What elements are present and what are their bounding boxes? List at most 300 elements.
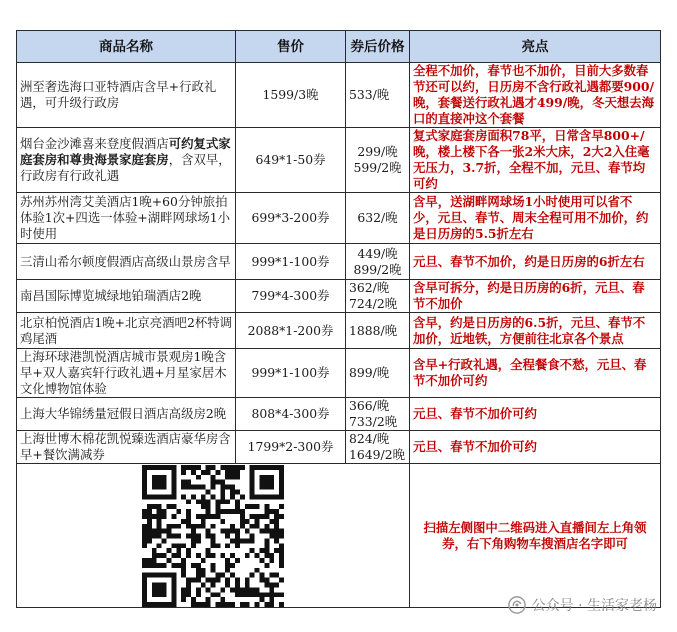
qr-module <box>245 504 250 509</box>
qr-module <box>186 479 191 484</box>
qr-module <box>147 494 152 499</box>
qr-module <box>162 587 167 592</box>
qr-module <box>206 587 211 592</box>
qr-module <box>235 558 240 563</box>
qr-module <box>230 587 235 592</box>
table-row <box>17 349 661 398</box>
qr-module <box>220 587 225 592</box>
qr-module <box>206 577 211 582</box>
after-coupon-price: 899/晚 <box>346 349 410 398</box>
qr-module <box>235 582 240 587</box>
qr-module <box>279 558 284 563</box>
qr-module <box>166 465 171 470</box>
qr-module <box>220 465 225 470</box>
qr-module <box>191 562 196 567</box>
price: 1799*2-300券 <box>236 431 346 464</box>
qr-module <box>201 504 206 509</box>
qr-module <box>152 592 157 597</box>
qr-module <box>142 587 147 592</box>
qr-module <box>260 548 265 553</box>
qr-module <box>260 572 265 577</box>
qr-module <box>250 533 255 538</box>
qr-module <box>225 582 230 587</box>
qr-module <box>196 562 201 567</box>
qr-cell <box>17 464 410 608</box>
qr-module <box>211 533 216 538</box>
qr-module <box>230 538 235 543</box>
qr-module <box>142 494 147 499</box>
qr-module <box>162 479 167 484</box>
qr-module <box>157 474 162 479</box>
qr-module <box>142 602 147 607</box>
product-name: 北京柏悦酒店1晚+北京亮酒吧2杯特调鸡尾酒 <box>17 313 236 349</box>
qr-module <box>279 465 284 470</box>
qr-module <box>240 465 245 470</box>
qr-module <box>157 484 162 489</box>
qr-module <box>225 567 230 572</box>
qr-module <box>206 469 211 474</box>
qr-module <box>274 592 279 597</box>
qr-module <box>186 518 191 523</box>
qr-module <box>191 533 196 538</box>
qr-module <box>142 528 147 533</box>
qr-module <box>196 513 201 518</box>
highlight: 复式家庭套房面积78平，日常含早800+/晚，楼上楼下各一张2米大床，2大2入住毫无压力，3.7折，全程不加，元旦、春节均可约 <box>410 128 661 193</box>
qr-module <box>181 558 186 563</box>
qr-module <box>269 494 274 499</box>
qr-module <box>230 528 235 533</box>
qr-module <box>240 494 245 499</box>
qr-module <box>171 587 176 592</box>
qr-module <box>157 587 162 592</box>
qr-module <box>152 474 157 479</box>
qr-module <box>162 494 167 499</box>
qr-module <box>269 587 274 592</box>
qr-module <box>142 465 147 470</box>
qr-module <box>191 469 196 474</box>
qr-module <box>264 465 269 470</box>
table-row <box>17 431 661 464</box>
qr-module <box>176 509 181 514</box>
qr-module <box>274 582 279 587</box>
qr-module <box>171 469 176 474</box>
highlight: 含早，送湖畔网球场1小时使用可以省不少，元旦、春节、周末全程可用不加价，约是日历房的5.5折左右 <box>410 193 661 244</box>
qr-module <box>196 572 201 577</box>
qr-module <box>181 587 186 592</box>
qr-module <box>176 523 181 528</box>
qr-module <box>147 523 152 528</box>
product-name: 苏州苏州湾艾美酒店1晚+60分钟旅拍体验1次+四选一体验+湖畔网球场1小时使用 <box>17 193 236 244</box>
qr-module <box>220 553 225 558</box>
qr-module <box>162 592 167 597</box>
qr-module <box>274 523 279 528</box>
qr-module <box>181 484 186 489</box>
qr-module <box>269 479 274 484</box>
qr-module <box>176 548 181 553</box>
qr-module <box>269 509 274 514</box>
qr-module <box>215 572 220 577</box>
qr-module <box>181 494 186 499</box>
qr-module <box>264 553 269 558</box>
price: 808*4-300券 <box>236 398 346 431</box>
qr-module <box>171 484 176 489</box>
qr-module <box>250 548 255 553</box>
qr-module <box>264 602 269 607</box>
qr-module <box>260 484 265 489</box>
watermark-text: 公众号 · 生活家老杨 <box>531 598 657 614</box>
qr-module <box>260 597 265 602</box>
qr-module <box>260 474 265 479</box>
qr-module <box>269 553 274 558</box>
qr-module <box>220 484 225 489</box>
qr-module <box>181 543 186 548</box>
after-coupon-price: 1888/晚 <box>346 313 410 349</box>
qr-module <box>152 494 157 499</box>
qr-module <box>220 602 225 607</box>
qr-module <box>142 577 147 582</box>
qr-module <box>162 582 167 587</box>
qr-module <box>157 528 162 533</box>
qr-module <box>206 499 211 504</box>
qr-module <box>206 513 211 518</box>
qr-module <box>260 479 265 484</box>
qr-module <box>279 548 284 553</box>
qr-module <box>255 513 260 518</box>
qr-module <box>279 553 284 558</box>
qr-module <box>186 587 191 592</box>
after-coupon-price: 824/晚 1649/2晚 <box>346 431 410 464</box>
qr-module <box>260 494 265 499</box>
highlight: 元旦、春节不加价可约 <box>410 398 661 431</box>
qr-module <box>152 504 157 509</box>
qr-module <box>142 582 147 587</box>
qr-module <box>201 523 206 528</box>
qr-module <box>147 533 152 538</box>
qr-module <box>147 504 152 509</box>
qr-module <box>220 479 225 484</box>
qr-module <box>235 587 240 592</box>
qr-module <box>162 572 167 577</box>
table-row <box>17 63 661 128</box>
qr-module <box>186 523 191 528</box>
qr-module <box>230 572 235 577</box>
qr-module <box>162 553 167 558</box>
qr-module <box>142 533 147 538</box>
qr-module <box>162 465 167 470</box>
qr-module <box>225 469 230 474</box>
qr-module <box>206 528 211 533</box>
qr-module <box>206 553 211 558</box>
qr-module <box>250 479 255 484</box>
qr-module <box>269 484 274 489</box>
qr-module <box>220 597 225 602</box>
qr-module <box>245 528 250 533</box>
header-row <box>17 31 661 63</box>
qr-module <box>186 577 191 582</box>
highlight: 全程不加价，春节也不加价，目前大多数春节还可以约，日历房不含行政礼遇都要900/晚，套餐送行政礼遇才499/晚，冬天想去海口的直接冲这个套餐 <box>410 63 661 128</box>
qr-module <box>240 602 245 607</box>
qr-module <box>255 592 260 597</box>
qr-module <box>186 513 191 518</box>
qr-module <box>279 474 284 479</box>
qr-module <box>142 509 147 514</box>
qr-module <box>279 602 284 607</box>
qr-module <box>260 592 265 597</box>
qr-module <box>176 533 181 538</box>
qr-module <box>264 504 269 509</box>
qr-module <box>142 597 147 602</box>
qr-module <box>255 523 260 528</box>
qr-module <box>230 523 235 528</box>
qr-module <box>245 602 250 607</box>
qr-module <box>279 479 284 484</box>
qr-module <box>152 513 157 518</box>
qr-module <box>279 484 284 489</box>
qr-module <box>269 572 274 577</box>
qr-module <box>152 558 157 563</box>
qr-module <box>211 553 216 558</box>
qr-module <box>152 528 157 533</box>
qr-module <box>245 553 250 558</box>
qr-module <box>269 602 274 607</box>
qr-module <box>186 465 191 470</box>
qr-module <box>142 489 147 494</box>
qr-module <box>279 592 284 597</box>
qr-module <box>147 528 152 533</box>
qr-module <box>191 523 196 528</box>
qr-module <box>260 513 265 518</box>
qr-module <box>157 533 162 538</box>
qr-module <box>230 484 235 489</box>
qr-module <box>171 597 176 602</box>
qr-module <box>240 518 245 523</box>
product-name-bold: 可约复式家庭套房和尊贵海景家庭套房 <box>20 136 231 167</box>
qr-module <box>269 597 274 602</box>
header-highlights: 亮点 <box>410 31 661 63</box>
highlight: 含早+行政礼遇，全程餐食不愁，元旦、春节不加价可约 <box>410 349 661 398</box>
qr-module <box>211 582 216 587</box>
qr-module <box>255 553 260 558</box>
qr-module <box>215 499 220 504</box>
qr-module <box>196 465 201 470</box>
qr-module <box>230 494 235 499</box>
qr-module <box>279 494 284 499</box>
product-name: 三清山希尔顿度假酒店高级山景房含早 <box>17 244 236 280</box>
qr-module <box>211 523 216 528</box>
qr-module <box>240 538 245 543</box>
qr-module <box>235 469 240 474</box>
qr-module <box>235 489 240 494</box>
qr-module <box>166 504 171 509</box>
qr-module <box>206 533 211 538</box>
qr-module <box>206 548 211 553</box>
qr-module <box>274 538 279 543</box>
qr-module <box>191 528 196 533</box>
qr-module <box>215 543 220 548</box>
qr-module <box>201 494 206 499</box>
qr-module <box>250 592 255 597</box>
product-name: 洲至奢选海口亚特酒店含早+行政礼遇，可升级行政房 <box>17 63 236 128</box>
qr-module <box>211 562 216 567</box>
footer-row <box>17 464 661 608</box>
qr-module <box>166 494 171 499</box>
qr-module <box>196 499 201 504</box>
qr-module <box>245 577 250 582</box>
qr-module <box>147 572 152 577</box>
qr-module <box>176 543 181 548</box>
qr-module <box>152 582 157 587</box>
qr-module <box>196 484 201 489</box>
after-coupon-price: 449/晚 899/2晚 <box>346 244 410 280</box>
qr-module <box>166 572 171 577</box>
highlight: 含早，约是日历房的6.5折，元旦、春节不加价，近地铁，方便前往北京各个景点 <box>410 313 661 349</box>
qr-code-icon[interactable] <box>142 465 284 607</box>
qr-module <box>264 562 269 567</box>
qr-module <box>250 489 255 494</box>
qr-module <box>162 528 167 533</box>
qr-module <box>171 582 176 587</box>
qr-module <box>225 509 230 514</box>
qr-module <box>206 465 211 470</box>
qr-module <box>211 577 216 582</box>
product-name: 南昌国际博览城绿地铂瑞酒店2晚 <box>17 280 236 313</box>
qr-module <box>206 597 211 602</box>
qr-module <box>196 474 201 479</box>
qr-module <box>264 592 269 597</box>
qr-module <box>157 513 162 518</box>
after-coupon-price: 366/晚 733/2晚 <box>346 398 410 431</box>
qr-module <box>142 513 147 518</box>
qr-module <box>201 518 206 523</box>
qr-module <box>230 509 235 514</box>
qr-module <box>186 548 191 553</box>
qr-module <box>157 553 162 558</box>
qr-module <box>191 577 196 582</box>
qr-module <box>142 474 147 479</box>
price: 799*4-300券 <box>236 280 346 313</box>
qr-module <box>215 577 220 582</box>
highlight: 元旦、春节不加价可约 <box>410 431 661 464</box>
qr-module <box>230 602 235 607</box>
qr-module <box>255 518 260 523</box>
qr-module <box>196 567 201 572</box>
price: 649*1-50券 <box>236 128 346 193</box>
qr-module <box>157 523 162 528</box>
after-coupon-price: 533/晚 <box>346 63 410 128</box>
qr-module <box>230 469 235 474</box>
qr-module <box>279 513 284 518</box>
qr-module <box>171 489 176 494</box>
highlight: 含早可拆分，约是日历房的6折，元旦、春节不加价 <box>410 280 661 313</box>
qr-module <box>181 562 186 567</box>
qr-module <box>171 494 176 499</box>
qr-module <box>147 538 152 543</box>
qr-module <box>157 543 162 548</box>
table-row <box>17 280 661 313</box>
qr-module <box>225 465 230 470</box>
qr-module <box>264 538 269 543</box>
qr-module <box>245 518 250 523</box>
qr-module <box>171 474 176 479</box>
qr-module <box>142 562 147 567</box>
qr-module <box>171 562 176 567</box>
qr-module <box>147 513 152 518</box>
qr-module <box>142 543 147 548</box>
qr-module <box>147 465 152 470</box>
after-coupon-price: 632/晚 <box>346 193 410 244</box>
qr-module <box>255 465 260 470</box>
qr-module <box>245 587 250 592</box>
qr-module <box>196 587 201 592</box>
qr-module <box>186 553 191 558</box>
qr-module <box>269 533 274 538</box>
qr-module <box>211 567 216 572</box>
qr-module <box>269 474 274 479</box>
qr-module <box>264 523 269 528</box>
qr-module <box>191 465 196 470</box>
qr-module <box>215 513 220 518</box>
qr-module <box>235 504 240 509</box>
qr-module <box>157 518 162 523</box>
qr-module <box>255 587 260 592</box>
table-row <box>17 398 661 431</box>
qr-module <box>260 465 265 470</box>
qr-module <box>201 602 206 607</box>
qr-module <box>211 479 216 484</box>
qr-module <box>245 538 250 543</box>
qr-module <box>235 538 240 543</box>
qr-module <box>181 597 186 602</box>
qr-module <box>269 518 274 523</box>
qr-module <box>255 494 260 499</box>
qr-module <box>166 528 171 533</box>
qr-module <box>235 474 240 479</box>
qr-module <box>152 562 157 567</box>
highlight: 元旦、春节不加价，约是日历房的6折左右 <box>410 244 661 280</box>
qr-module <box>171 543 176 548</box>
qr-module <box>230 562 235 567</box>
qr-module <box>157 562 162 567</box>
qr-module <box>260 577 265 582</box>
qr-module <box>157 582 162 587</box>
qr-module <box>201 513 206 518</box>
qr-module <box>211 538 216 543</box>
qr-module <box>250 469 255 474</box>
qr-module <box>196 602 201 607</box>
qr-module <box>225 484 230 489</box>
qr-module <box>274 533 279 538</box>
qr-module <box>206 489 211 494</box>
product-name-part: 烟台金沙滩喜来登度假酒店 <box>20 136 169 151</box>
qr-module <box>142 469 147 474</box>
price: 999*1-100券 <box>236 349 346 398</box>
after-coupon-price: 362/晚 724/2晚 <box>346 280 410 313</box>
qr-module <box>235 465 240 470</box>
qr-module <box>142 538 147 543</box>
footer-note: 扫描左侧图中二维码进入直播间左上角领券，右下角购物车搜酒店名字即可 <box>410 464 661 608</box>
qr-module <box>171 523 176 528</box>
qr-module <box>230 553 235 558</box>
qr-module <box>181 572 186 577</box>
qr-module <box>191 602 196 607</box>
qr-module <box>186 582 191 587</box>
watermark <box>508 595 657 615</box>
qr-module <box>240 513 245 518</box>
qr-module <box>201 567 206 572</box>
qr-module <box>201 582 206 587</box>
qr-module <box>211 592 216 597</box>
qr-module <box>157 494 162 499</box>
